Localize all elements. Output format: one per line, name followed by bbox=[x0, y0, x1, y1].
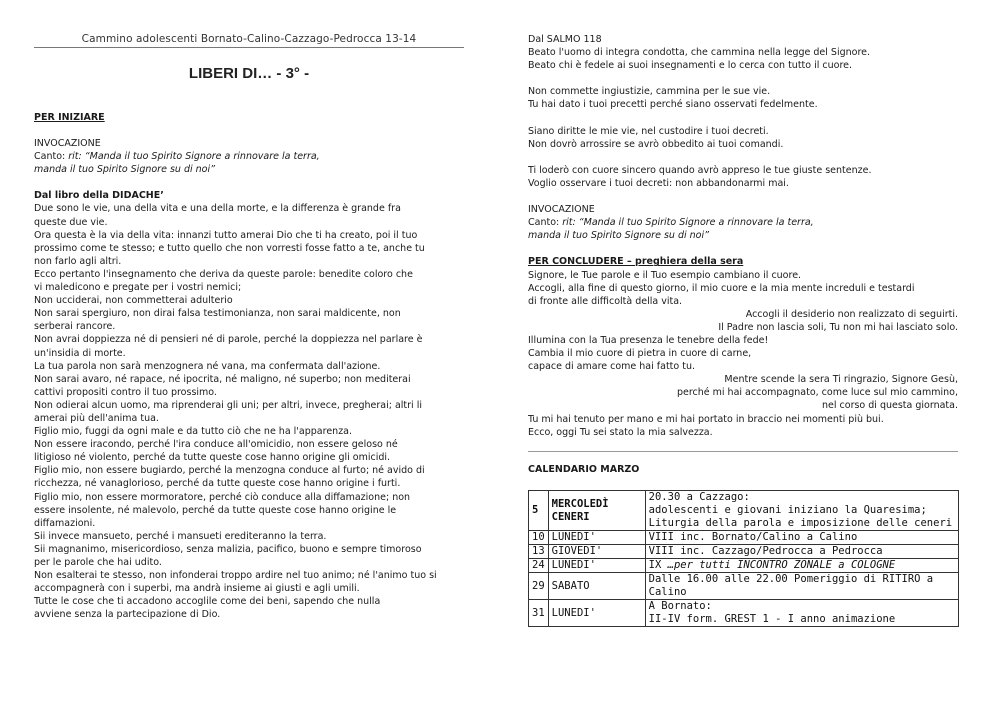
preghiera-line: Signore, le Tue parole e il Tuo esempio cambiano il cuore. bbox=[528, 269, 802, 281]
salmo-line: Beato chi è fedele ai suoi insegnamenti e lo cerca con tutto il cuore. bbox=[528, 60, 853, 72]
didache-line: per le parole che hai udito. bbox=[34, 557, 162, 568]
didache-line: non farlo agli altri. bbox=[34, 255, 122, 267]
calendar-day-number: 5 bbox=[529, 491, 549, 531]
calendar-day-number: 29 bbox=[529, 573, 549, 600]
didache-line: amerai più dell'anima tua. bbox=[34, 412, 159, 424]
calendar-event-line: IX …per tutti INCONTRO ZONALE a COLOGNE bbox=[648, 559, 896, 571]
didache-line: vi maledicono e pregate per i vostri nemici; bbox=[34, 282, 242, 294]
salmo-line: Ti loderò con cuore sincero quando avrò appreso le tue giuste sentenze. bbox=[528, 164, 872, 176]
calendar-table bbox=[528, 490, 959, 627]
calendar-weekday: LUNEDI' bbox=[548, 600, 645, 627]
calendar-day-number: 31 bbox=[529, 600, 549, 627]
calendar-weekday: LUNEDI' bbox=[548, 531, 645, 545]
salmo-line bbox=[528, 112, 958, 125]
canto-text: rit: “Manda il tuo Spirito Signore a rinnovare la terra, bbox=[68, 151, 320, 163]
didache-line: cattivi propositi contro il tuo prossimo. bbox=[34, 386, 217, 398]
page-title: LIBERI DI… - 3° - bbox=[188, 65, 310, 82]
per-concludere-heading: PER CONCLUDERE – preghiera della sera bbox=[528, 256, 744, 268]
didache-line: Non odierai alcun uomo, ma riprenderai gli uni; per altri, invece, pregherai; altri li bbox=[34, 399, 422, 411]
salmo-line: Voglio osservare i tuoi decreti: non abbandonarmi mai. bbox=[528, 178, 789, 190]
calendar-row bbox=[529, 491, 959, 531]
calendar-event-line: VIII inc. Cazzago/Pedrocca a Pedrocca bbox=[648, 545, 883, 557]
calendar-weekday: LUNEDI' bbox=[548, 559, 645, 573]
didache-line: Non essere iracondo, perché l'ira conduce all'omicidio, non essere geloso né bbox=[34, 439, 398, 451]
didache-line: Sii invece mansueto, perché i mansueti erediteranno la terra. bbox=[34, 530, 327, 542]
per-iniziare-heading: PER INIZIARE bbox=[34, 112, 105, 123]
didache-line: diffamazioni. bbox=[34, 517, 96, 529]
didache-line: Ora questa è la via della vita: innanzi tutto amerai Dio che ti ha creato, poi il tuo bbox=[34, 229, 418, 241]
per-iniziare-section bbox=[34, 111, 464, 621]
calendar-event-line: VIII inc. Bornato/Calino a Calino bbox=[648, 531, 858, 543]
calendar-event-line: Liturgia della parola e imposizione delle ceneri bbox=[648, 517, 953, 529]
didache-line: Non sarai avaro, né rapace, né ipocrita, né maligno, né superbo; non mediterai bbox=[34, 373, 411, 385]
didache-heading: Dal libro della DIDACHE’ bbox=[34, 190, 164, 202]
calendar-event bbox=[645, 573, 958, 600]
calendar-event bbox=[645, 559, 958, 573]
calendar-row bbox=[529, 559, 959, 573]
didache-line: Ecco pertanto l'insegnamento che deriva da queste parole: benedite coloro che bbox=[34, 268, 413, 280]
calendar-weekday: SABATO bbox=[548, 573, 645, 600]
page-header: Cammino adolescenti Bornato-Calino-Cazzago-Pedrocca 13-14 bbox=[34, 33, 464, 48]
preghiera-line: Accogli, alla fine di questo giorno, il mio cuore e la mia mente increduli e testardi bbox=[528, 282, 915, 294]
calendar-event-line: Dalle 16.00 alle 22.00 Pomeriggio di RITIRO a Calino bbox=[648, 573, 934, 598]
didache-line: La tua parola non sarà menzognera né vana, ma confermata dall'azione. bbox=[34, 360, 381, 372]
calendar-weekday: GIOVEDI' bbox=[548, 545, 645, 559]
calendar-event bbox=[645, 600, 958, 627]
canto-text-2: manda il tuo Spirito Signore su di noi” bbox=[34, 164, 216, 176]
calendar-event-line: adolescenti e giovani iniziano la Quaresima; bbox=[648, 504, 927, 516]
calendar-row bbox=[529, 545, 959, 559]
didache-line: Non sarai spergiuro, non dirai falsa testimonianza, non sarai maldicente, non bbox=[34, 308, 401, 320]
salmo-text bbox=[528, 46, 958, 190]
preghiera-line: nel corso di questa giornata. bbox=[822, 400, 958, 412]
didache-line: Figlio mio, fuggi da ogni male e da tutto ciò che ne ha l'apparenza. bbox=[34, 426, 353, 438]
canto-line-2: Canto: rit: “Manda il tuo Spirito Signore a rinnovare la terra, bbox=[528, 217, 814, 229]
didache-line: prossimo come te stesso; e tutto quello che non vorresti fosse fatto a te, anche tu bbox=[34, 242, 425, 254]
didache-line: Non ucciderai, non commetterai adulterio bbox=[34, 295, 233, 307]
invocazione-label-2: INVOCAZIONE bbox=[528, 204, 595, 216]
calendar-day-number: 13 bbox=[529, 545, 549, 559]
canto-line: Canto: rit: “Manda il tuo Spirito Signore a rinnovare la terra, bbox=[34, 151, 320, 163]
calendar-weekday: MERCOLEDÌ CENERI bbox=[548, 491, 645, 531]
preghiera-line: Cambia il mio cuore di pietra in cuore di carne, bbox=[528, 348, 752, 360]
didache-line: Due sono le vie, una della vita e una della morte, e la differenza è grande fra bbox=[34, 203, 401, 215]
didache-line: Figlio mio, non essere bugiardo, perché la menzogna conduce al furto; né avido di bbox=[34, 465, 425, 477]
invocazione-label: INVOCAZIONE bbox=[34, 138, 101, 150]
salmo-line: Tu hai dato i tuoi precetti perché siano osservati fedelmente. bbox=[528, 99, 818, 111]
didache-text bbox=[34, 202, 464, 621]
preghiera-line: di fronte alle difficoltà della vita. bbox=[528, 295, 683, 307]
didache-line: Non avrai doppiezza né di pensieri né di parole, perché la doppiezza nel parlare è bbox=[34, 334, 423, 346]
preghiera-line: Mentre scende la sera Ti ringrazio, Signore Gesù, bbox=[724, 374, 958, 386]
salmo-line: Non commette ingiustizie, cammina per le sue vie. bbox=[528, 86, 771, 98]
calendar-event bbox=[645, 531, 958, 545]
calendar-event-line: A Bornato: bbox=[648, 600, 712, 612]
calendario-heading: CALENDARIO MARZO bbox=[528, 464, 640, 475]
calendar-event bbox=[645, 545, 958, 559]
calendar-day-number: 10 bbox=[529, 531, 549, 545]
salmo-line: Non dovrò arrossire se avrò obbedito ai tuoi comandi. bbox=[528, 138, 784, 150]
didache-line: ricchezza, né vanaglorioso, perché da tutte queste cose hanno origine i furti. bbox=[34, 478, 401, 490]
didache-line: Sii magnanimo, misericordioso, senza malizia, pacifico, buono e sempre timoroso bbox=[34, 543, 422, 555]
calendar-day-number: 24 bbox=[529, 559, 549, 573]
divider bbox=[528, 451, 958, 452]
salmo-line: Beato l'uomo di integra condotta, che cammina nella legge del Signore. bbox=[528, 47, 871, 59]
preghiera-line: Tu mi hai tenuto per mano e mi hai portato in braccio nei momenti più bui. bbox=[528, 413, 884, 425]
didache-line: Tutte le cose che ti accadono accoglile come dei beni, sapendo che nulla bbox=[34, 596, 381, 608]
didache-line: essere insolente, né malevolo, perché da tutte queste cose hanno origine le bbox=[34, 504, 397, 516]
calendar-row bbox=[529, 531, 959, 545]
calendar-event bbox=[645, 491, 958, 531]
preghiera-line: perché mi hai accompagnato, come luce sul mio cammino, bbox=[676, 387, 958, 399]
calendar-event-line: II-IV form. GREST 1 - I anno animazione bbox=[648, 613, 896, 625]
preghiera-line: Il Padre non lascia soli, Tu non mi hai lasciato solo. bbox=[718, 321, 958, 333]
didache-line: queste due vie. bbox=[34, 216, 108, 228]
didache-line: Non esalterai te stesso, non infonderai troppo ardire nel tuo animo; né l'animo tuo si bbox=[34, 570, 437, 582]
salmo-heading: Dal SALMO 118 bbox=[528, 34, 602, 45]
calendar-row bbox=[529, 600, 959, 627]
salmo-line: Siano diritte le mie vie, nel custodire i tuoi decreti. bbox=[528, 125, 769, 137]
calendar-row bbox=[529, 573, 959, 600]
didache-line: avviene senza la partecipazione di Dio. bbox=[34, 609, 221, 621]
didache-line: litigioso né violento, perché da tutte queste cose hanno origine gli omicidi. bbox=[34, 452, 391, 464]
preghiera-line: Accogli il desiderio non realizzato di seguirti. bbox=[745, 308, 958, 320]
preghiera-line: Illumina con la Tua presenza le tenebre della fede! bbox=[528, 334, 769, 346]
preghiera-line: Ecco, oggi Tu sei stato la mia salvezza. bbox=[528, 426, 713, 438]
salmo-line bbox=[528, 72, 958, 85]
preghiera-text bbox=[528, 269, 958, 439]
salmo-line bbox=[528, 151, 958, 164]
calendar-event-line: 20.30 a Cazzago: bbox=[648, 491, 750, 503]
salmo-section: Dal SALMO 118 Beato l'uomo di integra condotta, che cammina nella legge del Signore. Beato chi è fedele ai suoi insegnamenti e lo cerca con tutto il cuore. Non commette ingiustizie, cammina per le sue vie. Tu hai dato i tuoi precetti perché siano osservati fedelmente. Siano diritte le mie vie, nel custodire i tuoi decreti. Non dovrò arrossire se avrò obbedito ai tuoi comandi. Ti loderò con cuore sincero quando avrò appreso le tue giuste sentenze. Voglio osservare i tuoi decreti: non abbandonarmi mai. INVOCAZIONE Canto: rit: “Manda il tuo Spirito Signore a rinnovare la terra, manda il tuo Spirito Signore su di noi” PER CONCLUDERE – preghiera della sera Signore, le Tue parole e il Tuo esempio cambiano il cuore. Accogli, alla fine di questo giorno, il mio cuore e la mia mente increduli e testardi di fronte alle difficoltà della vita. Accogli il desiderio non realizzato di seguirti. Il Padre non lascia soli, Tu non mi hai lasciato solo. Illumina con la Tua presenza le tenebre della fede! Cambia il mio cuore di pietra in cuore di carne, capace di amare come hai fatto tu. Mentre scende la sera Ti ringrazio, Signore Gesù, perché mi hai accompagnato, come luce sul mio cammino, nel corso di questa giornata. Tu mi hai tenuto per mano e mi hai portato in braccio nei momenti più bui. Ecco, oggi Tu sei stato la mia salvezza. bbox=[528, 34, 958, 438]
didache-line: serberai rancore. bbox=[34, 321, 116, 333]
didache-line: Figlio mio, non essere mormoratore, perché ciò conduce alla diffamazione; non bbox=[34, 491, 411, 503]
preghiera-line: capace di amare come hai fatto tu. bbox=[528, 361, 696, 373]
didache-line: un'insidia di morte. bbox=[34, 347, 126, 359]
didache-line: accompagnerà con i superbi, ma andrà insieme ai giusti e agli umili. bbox=[34, 583, 360, 595]
